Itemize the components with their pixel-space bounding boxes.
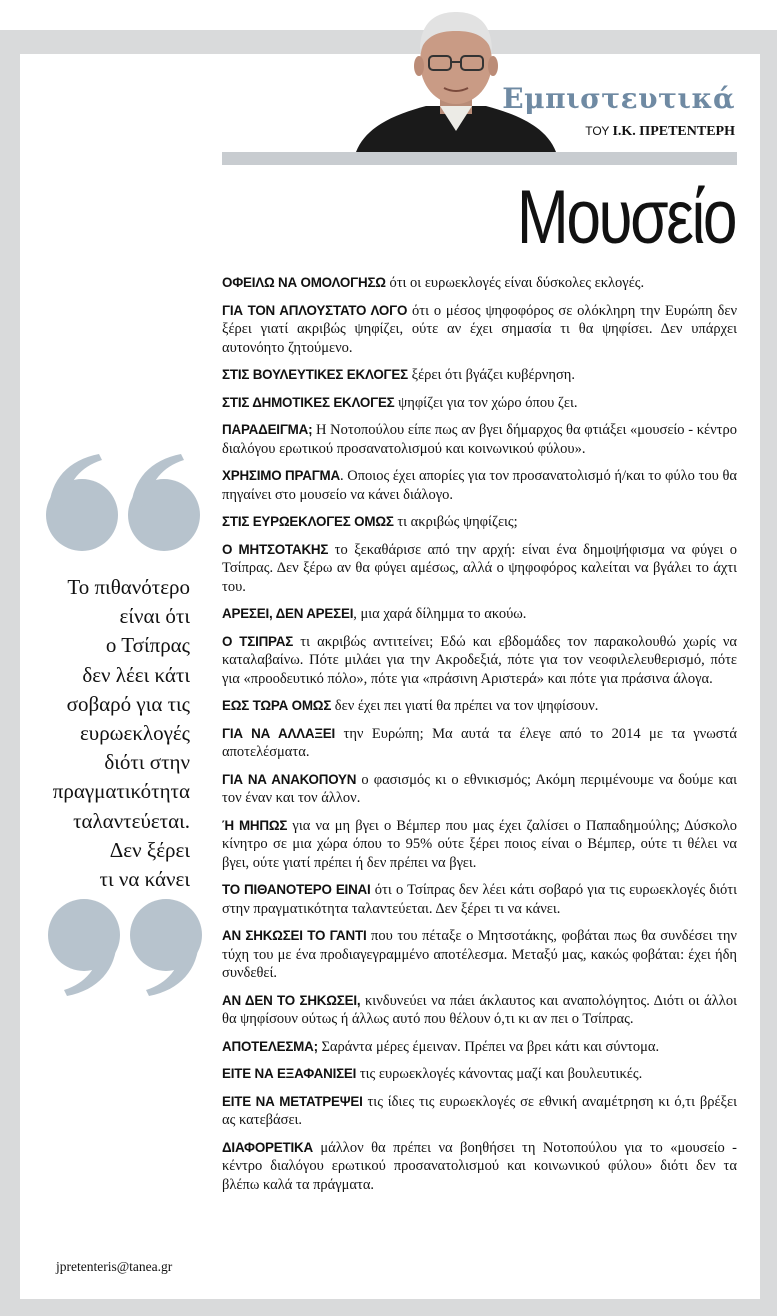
header-rule [222,152,737,165]
paragraph-text: δεν έχει πει γιατί θα πρέπει να τον ψηφίσουν. [331,698,599,714]
article-paragraph [222,1038,737,1057]
paragraph-lead: ΣΤΙΣ ΔΗΜΟΤΙΚΕΣ ΕΚΛΟΓΕΣ [222,394,395,410]
paragraph-lead: Ο ΜΗΤΣΟΤΑΚΗΣ [222,541,329,557]
paragraph-lead: ΠΑΡΑΔΕΙΓΜΑ; [222,422,313,437]
pull-quote-line: διότι στην [104,750,190,775]
pull-quote-line: σοβαρό για τις [66,691,190,716]
article-paragraph [222,697,737,716]
pull-quote-line: Δεν ξέρει [109,837,190,862]
headline: Μουσείο [516,175,735,260]
paragraph-lead: ΑΠΟΤΕΛΕΣΜΑ; [222,1038,318,1054]
article-paragraph [222,771,737,808]
paragraph-text: τι ακριβώς ψηφίζεις; [393,514,518,530]
paragraph-lead: ΧΡΗΣΙΜΟ ΠΡΑΓΜΑ [222,468,340,483]
open-quote-icon [44,452,204,552]
article-paragraph [222,725,737,762]
paragraph-text: ότι ο Τσίπρας δεν λέει κάτι σοβαρό για τις ευρωεκλογές διότι στην πραγματικότητα ταλαντεύεται. Δεν ξέρει τι να κάνει. [222,882,737,917]
article-paragraph [222,274,737,293]
article-paragraph [222,421,737,458]
byline-prefix: ΤΟΥ [585,124,610,138]
article-paragraph [222,1139,737,1195]
article-paragraph [222,366,737,385]
paragraph-text: ψηφίζει για τον χώρο όπου ζει. [394,394,578,411]
paragraph-text: τις ευρωεκλογές κάνοντας μαζί και βουλευτικές. [356,1066,643,1082]
article-paragraph [222,992,737,1029]
article-paragraph [222,1093,737,1130]
paragraph-text: τις ίδιες τις ευρωεκλογές σε εθνική αναμέτρηση κι ό,τι βρέξει ας κατεβάσει. [222,1093,737,1128]
pull-quote-line: είναι ότι [119,604,190,629]
paragraph-lead: ΓΙΑ ΤΟΝ ΑΠΛΟΥΣΤΑΤΟ ΛΟΓΟ [222,302,408,318]
paragraph-text: την Ευρώπη; Μα αυτά τα έλεγε από το 2014 με τα γνωστά αποτελέσματα. [222,725,737,760]
pull-quote-line: πραγματικότητα [52,779,190,804]
article-paragraph [222,605,737,624]
byline-author: Ι.Κ. ΠΡΕΤΕΝΤΕΡΗ [612,124,735,139]
paragraph-text: ξέρει ότι βγάζει κυβέρνηση. [407,367,575,383]
paragraph-lead: ΑΝ ΔΕΝ ΤΟ ΣΗΚΩΣΕΙ, [222,992,361,1008]
article-paragraph [222,1065,737,1084]
pull-quote [40,573,190,894]
paragraph-text: , μια χαρά δίλημμα το ακούω. [353,606,527,622]
paragraph-lead: ΑΝ ΣΗΚΩΣΕΙ ΤΟ ΓΑΝΤΙ [222,928,367,943]
paragraph-text: για να μη βγει ο Βέμπερ που μας έχει ζαλίσει ο Παπαδημούλης; Δύσκολο κίνητρο σε μια χώρα όπου το 95% ούτε ξέρει ποιος είναι ο Βέμπερ, ούτε τι θέλει να βγει, ούτε γιατί πρέπει ή δεν πρέπει να βγει. [222,817,737,871]
article-paragraph [222,633,737,689]
article-paragraph [222,394,737,413]
column-name: Εμπιστευτικά [502,82,735,115]
paragraph-lead: ΟΦΕΙΛΩ ΝΑ ΟΜΟΛΟΓΗΣΩ [222,275,386,290]
paragraph-text: Η Νοτοπούλου είπε πως αν βγει δήμαρχος θα φτιάξει «μουσείο - κέντρο διαλόγου ερωτικού προσανατολισμού και κοινωνικού φύλου». [222,422,737,457]
paragraph-lead: ΕΩΣ ΤΩΡΑ ΟΜΩΣ [222,698,332,713]
article-paragraph [222,881,737,918]
paragraph-text: . Οποιος έχει απορίες για τον προσανατολισμό ή/και το φύλο του θα πηγαίνει στο μουσείο να κάνει διάλογο. [222,468,737,503]
pull-quote-line: ο Τσίπρας [105,633,190,658]
paragraph-lead: ΣΤΙΣ ΒΟΥΛΕΥΤΙΚΕΣ ΕΚΛΟΓΕΣ [222,367,408,382]
article-paragraph [222,513,737,532]
article-paragraph [222,817,737,873]
pull-quote-line: ταλαντεύεται. [73,808,190,833]
paragraph-text: τι ακριβώς αντιτείνει; Εδώ και εβδομάδες τον παρακολουθώ χωρίς να καταλαβαίνω. Πότε μιλάει για την Ακροδεξιά, πότε για τον νεοφιλελευθερισμό, πότε για «προοδευτικό πόλο», πότε για «πράσινη Αριστερά» και πότε για πράσινα άλογα. [222,633,737,687]
paragraph-lead: ΕΙΤΕ ΝΑ ΕΞΑΦΑΝΙΣΕΙ [222,1066,357,1081]
paragraph-text: ότι οι ευρωεκλογές είναι δύσκολες εκλογές. [385,275,645,291]
close-quote-icon [44,898,204,998]
article-paragraph [222,302,737,358]
article-paragraph [222,927,737,983]
paragraph-text: ο φασισμός κι ο εθνικισμός; Ακόμη περιμένουμε να δούμε και τον έναν και τον άλλον. [222,771,737,806]
paragraph-lead: Ο ΤΣΙΠΡΑΣ [222,633,294,649]
paragraph-lead: ΓΙΑ ΝΑ ΑΝΑΚΟΠΟΥΝ [222,771,357,787]
paragraph-text: μάλλον θα πρέπει να βοηθήσει τη Νοτοπούλου για το «μουσείο - κέντρο διαλόγου ερωτικού προσανατολισμού και κοινωνικού φύλου» διότι δεν τα βλέπω καλά τα πράγματα. [222,1139,737,1193]
byline [585,124,735,140]
article-paragraph [222,467,737,504]
paragraph-lead: ΑΡΕΣΕΙ, ΔΕΝ ΑΡΕΣΕΙ [222,606,354,621]
paragraph-lead: ΣΤΙΣ ΕΥΡΩΕΚΛΟΓΕΣ ΟΜΩΣ [222,514,394,529]
paragraph-text: κινδυνεύει να πάει άκλαυτος και αναπολόγητος. Διότι οι άλλοι θα ψηφίσουν ούτως ή άλλως αυτό που θέλουν ό,τι κι αν πει ο Τσίπρας. [222,992,737,1027]
paragraph-text: Σαράντα μέρες έμειναν. Πρέπει να βρει κάτι και σύντομα. [317,1038,660,1055]
paragraph-lead: ΕΙΤΕ ΝΑ ΜΕΤΑΤΡΕΨΕΙ [222,1093,363,1109]
paragraph-text: ότι ο μέσος ψηφοφόρος σε ολόκληρη την Ευρώπη δεν ξέρει γιατί ακριβώς ψηφίζει, ούτε αν έχει σημασία τι θα ψηφίσει. Δεν υπάρχει αυτονόητο ζητούμενο. [222,302,738,356]
article-paragraph [222,541,737,597]
pull-quote-line: ευρωεκλογές [79,721,190,746]
pull-quote-line: τι να κάνει [99,867,190,892]
paragraph-text: το ξεκαθάρισε από την αρχή: είναι ένα δημοψήφισμα να φύγει ο Τσίπρας. Δεν ξέρω αν θα φύγει αμέσως, αλλά ο ψηφοφόρος καλείται να βγάλει το άχτι του. [222,541,737,595]
paragraph-text: που του πέταξε ο Μητσοτάκης, φοβάται πως θα συνδέσει την τύχη του με ένα προδιαγεγραμμένο αποτέλεσμα. Μεταξύ μας, κακώς φοβάται: έχει ήδη συνδεθεί. [222,928,737,981]
pull-quote-line: Το πιθανότερο [67,575,190,599]
pull-quote-line: δεν λέει κάτι [82,662,190,687]
paragraph-lead: ΔΙΑΦΟΡΕΤΙΚΑ [222,1139,313,1155]
paragraph-lead: ΤΟ ΠΙΘΑΝΟΤΕΡΟ ΕΙΝΑΙ [222,882,371,897]
author-email: jpretenteris@tanea.gr [56,1259,173,1274]
paragraph-lead: Ή ΜΗΠΩΣ [222,817,288,833]
article-body [222,274,737,1194]
paragraph-lead: ΓΙΑ ΝΑ ΑΛΛΑΞΕΙ [222,725,336,741]
author-portrait [356,6,556,152]
